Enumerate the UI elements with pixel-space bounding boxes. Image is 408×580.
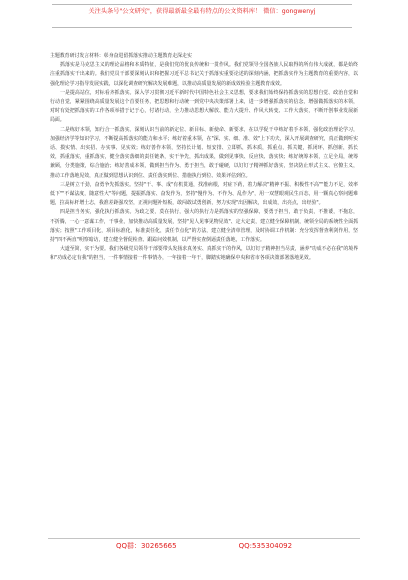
header-promo-spacer — [52, 16, 352, 25]
document-title: 主题教育研讨发言材料：彰身奋进留抓落实推动主题教育走深走实 — [50, 53, 192, 59]
paragraph-point-2: 二是练好本领，知行合一抓落实。深刻认识当前的新定位、新目标、新使命、新要求，在以学促干中练好着手本领，强化政治理论学习，加强经济学等知识学习，不断提高抓落实的能力和水平；练好着重本领，在"深、实、细、准、效"上下功夫，深入开展调查研究，真正做到听实话、摸实情、出实招、办实事、见实效；练好善作本领，坚持长计划、短安排、立即抓，抓本质，抓重点，抓关键，抓闭环，抓创新，抓长效，抓重落实，重抓落实，健全落实落细的责任链条，实干争先，抓出成果，做到见事快、反应快、落实快；练好统筹本领，立足全局，统筹兼顾，分类施策，综合施治；练好善成本领，做到担当作为、勇于担当，敢于碰硬，以钉钉子精神抓好落实，坚决防止形式主义、官僚主义，推动工作落地见效，真正做到思想认识到位、责任落实到位、措施执行到位、效果评估到位。 — [50, 126, 358, 179]
footer-qq-number: QQ:535304092 — [238, 542, 293, 550]
footer — [48, 541, 360, 551]
paragraph-conclusion: 大道至简，实干为要。我们各级党员领导干部要带头发扬求真务实、真抓实干的作风，以钉钉子精神担当尽责，涵养"功成不必在我"的境界和"功成必定有我"的担当，一件事情接着一件事情办，一年接着一年干，脚踏实地确保中央和省市各项决策部署落地见效。 — [50, 246, 358, 262]
footer-divider — [48, 538, 360, 539]
paragraph-point-1: 一是提高站位，对标看齐抓落实。深入学习贯彻习近平新时代中国特色社会主义思想，要求我们始终保持抓落实的思想自觉、政治自觉和行动自觉，紧紧围绕高质量发展这个首要任务，把思想和行动统一到党中央决策部署上来，进一步增强抓落实的信念，增强做抓落实的本领，对时有处把抓落实的工作各项举措于记于心，付诸行动，全力推动思想大解放、能力大提升、作风大转变、工作大落实，不断开创事业发展新局面。 — [50, 89, 358, 124]
paragraph-point-3: 三是树立干劲，奋勇争先抓落实。坚持"干、事、成"有机贯通，找准病根，对症下药，着力解决"精神不振、积极性不高""能力不足，效率低下""不谋法度，随意性大"等问题，提振抓落实、奋发作为，坚持"慢作为、不作为、乱作为"，用一双慧眼观民生百态，用一颗真心察问题难题，拉高标杆增士志，我准差距强攻坚，正视问题补短板，敢闯敢试勇创新，努力实现"出因解决，出成效，出亮点，出经验"。 — [50, 181, 358, 207]
document-body — [50, 52, 358, 264]
paragraph-point-4: 四是担当务实，强化执行抓落实。为政之要，莫在执行，强大的执行力是抓落实的坚强保障，要勇于担当，敢于负责，不推诿，不拖怠，不折腾，一心一意谋工作，干事业，加快推动高质量发展，坚持"见人见事见物见效"、定大定责，建立健全保障机制，统领全局的系统性全面抓落实；按照"工作项目化，项目标准化，标准责任化，责任节点化"的方法，建立健全清单管理，及时协调工作机制：充分发挥督查利剑作用，坚持"四不两直"明察暗访，建立健全督促检查、跟踪问效机制，以严督实查倒逼责任落地，工作落实。 — [50, 209, 358, 244]
header-banner — [52, 4, 352, 28]
footer-qq-group: QQ群：30265665 — [115, 542, 177, 550]
header-promo-text: 关注头条号"公文研究"，获得最新最全最有特点的公文资料库！ 微信：gongwenyj — [88, 8, 316, 15]
paragraph-intro: 抓落实是马克思主义的理论品格和本质特征，是我们党的优良传统和一贯作风。我们党领导全国各族人民取得的所有伟大成就，都是始终注重抓落实干出来的。我们党员干部要深刻认识和把握习近平总书记关于抓落实重要论述的深刻内涵，把抓落实作为主题教育的重要内容，以强化理论学习指导发展实践，以深化调查研究解决发展难题，以推动高质量发展的新成效检验主题教育成效。 — [50, 62, 358, 87]
